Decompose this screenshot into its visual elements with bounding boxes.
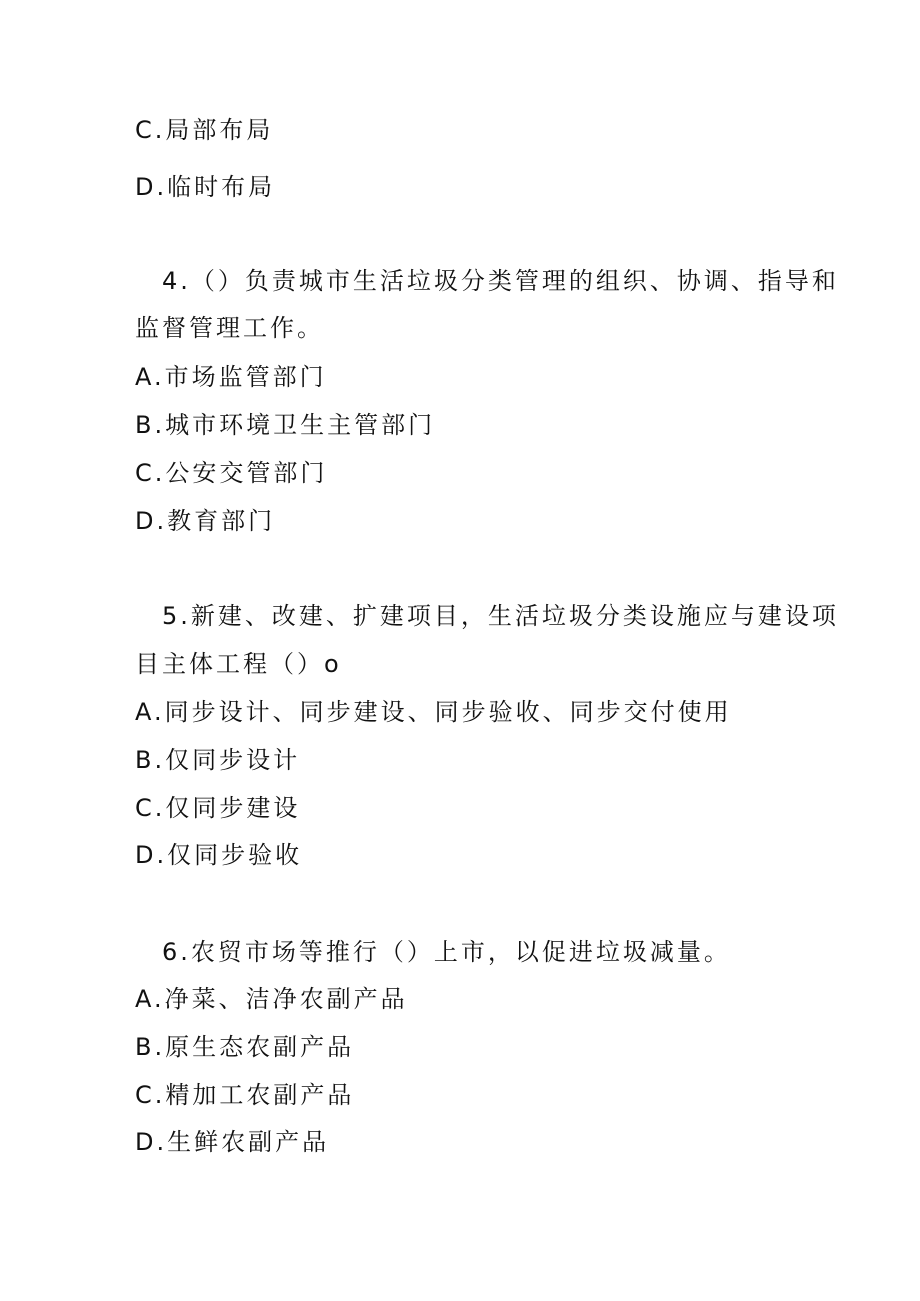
question-6-option-b: B.原生态农副产品 — [135, 1033, 355, 1061]
question-6-option-d: D.生鲜农副产品 — [135, 1128, 330, 1156]
question-5-option-b: B.仅同步设计 — [135, 746, 301, 774]
question-5-stem-line-1: 5.新建、改建、扩建项目，生活垃圾分类设施应与建设项 — [162, 602, 839, 630]
question-4-option-b: B.城市环境卫生主管部门 — [135, 411, 436, 439]
question-5-stem-line-2: 目主体工程（）o — [135, 650, 342, 678]
question-5-option-c: C.仅同步建设 — [135, 794, 301, 822]
option-d-top: D.临时布局 — [135, 173, 276, 201]
question-5-option-d: D.仅同步验收 — [135, 841, 303, 869]
question-6-option-c: C.精加工农副产品 — [135, 1081, 355, 1109]
question-6-option-a: A.净菜、洁净农副产品 — [135, 985, 408, 1013]
question-4-option-d: D.教育部门 — [135, 507, 276, 535]
question-4-option-c: C.公安交管部门 — [135, 459, 328, 487]
question-4-stem-line-2: 监督管理工作。 — [135, 314, 324, 342]
question-5-option-a: A.同步设计、同步建设、同步验收、同步交付使用 — [135, 698, 732, 726]
question-4-option-a: A.市场监管部门 — [135, 363, 327, 391]
option-c-top: C.局部布局 — [135, 116, 274, 144]
question-4-stem-line-1: 4.（）负责城市生活垃圾分类管理的组织、协调、指导和 — [162, 267, 839, 295]
question-6-stem-line-1: 6.农贸市场等推行（）上市，以促进垃圾减量。 — [162, 938, 731, 966]
